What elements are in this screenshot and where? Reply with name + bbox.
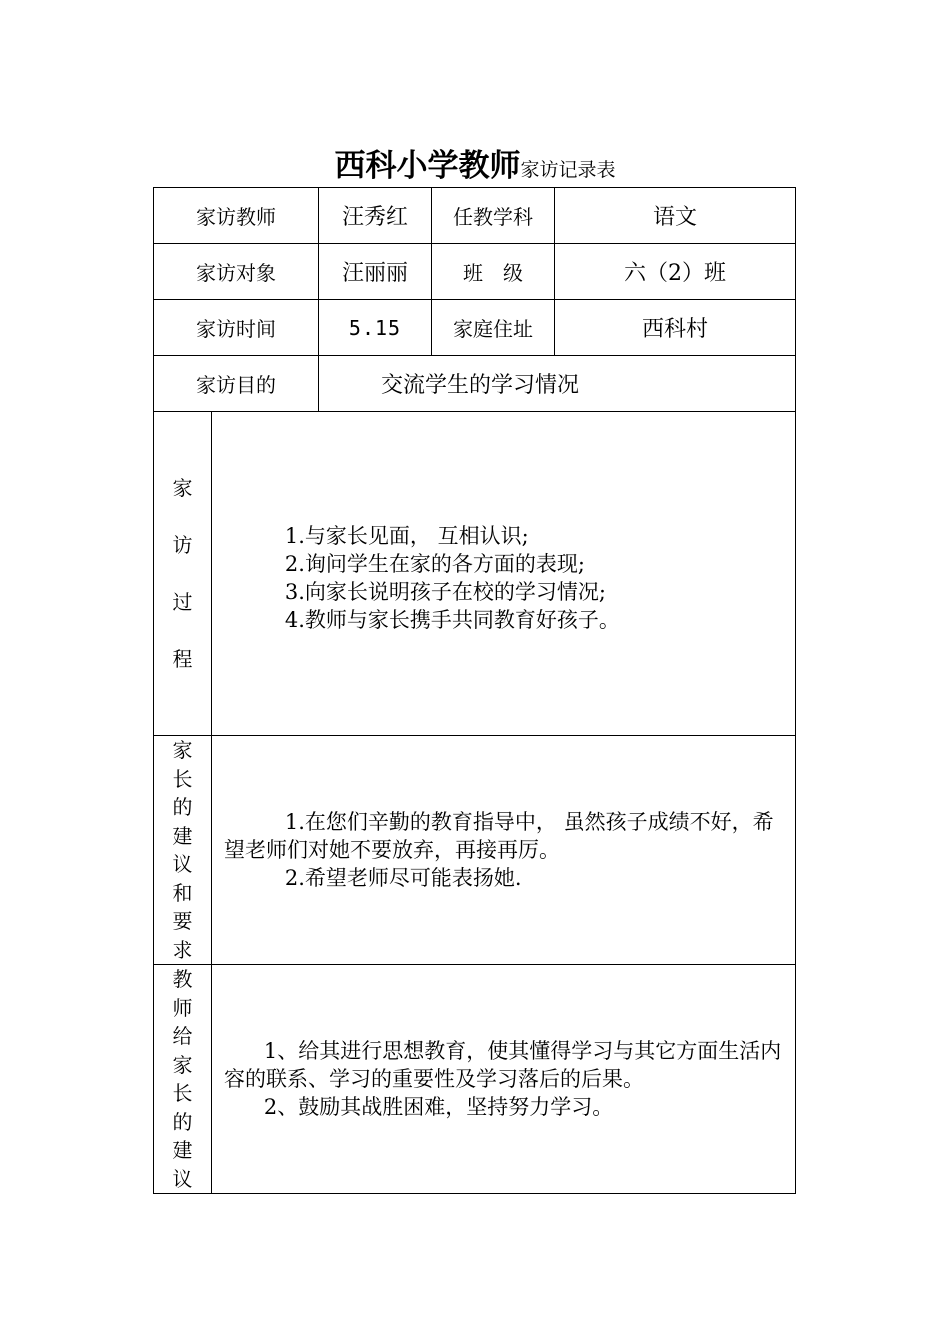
row-process xyxy=(154,412,796,736)
row-teacher xyxy=(154,188,796,244)
time-value: 5.15 xyxy=(319,300,432,356)
parent-label-char: 议 xyxy=(172,852,193,876)
row-teacher-suggestions xyxy=(154,965,796,1194)
home-visit-record-table xyxy=(153,187,796,1194)
address-value: 西科村 xyxy=(555,300,796,356)
parent-suggestion-item: 1.在您们辛勤的教育指导中， 虽然孩子成绩不好，希望老师们对她不要放弃，再接再厉。 xyxy=(224,810,774,862)
row-parent-suggestions xyxy=(154,736,796,965)
teacher-label-char: 家 xyxy=(172,1052,193,1077)
teacher-label-char: 长 xyxy=(172,1081,193,1105)
parent-label-char: 的 xyxy=(172,795,193,819)
parent-label-char: 和 xyxy=(172,880,193,905)
row-target xyxy=(154,244,796,300)
title-main: 西科小学教师 xyxy=(334,148,521,184)
parent-label-char: 家 xyxy=(172,738,193,762)
process-item: 1.与家长见面， 互相认识; xyxy=(284,523,529,548)
teacher-label-char: 师 xyxy=(172,995,193,1020)
parent-suggestions-label xyxy=(154,736,212,965)
time-label: 家访时间 xyxy=(154,300,319,356)
process-label-char: 访 xyxy=(172,532,193,557)
process-label xyxy=(154,412,212,736)
process-item: 2.询问学生在家的各方面的表现; xyxy=(284,551,586,576)
teacher-label: 家访教师 xyxy=(154,188,319,244)
parent-suggestions-content xyxy=(212,736,796,965)
teacher-label-char: 建 xyxy=(172,1138,193,1162)
teacher-label-char: 给 xyxy=(172,1024,193,1048)
target-value: 汪丽丽 xyxy=(319,244,432,300)
parent-label-char: 要 xyxy=(172,909,193,933)
teacher-label-char: 教 xyxy=(172,967,193,991)
teacher-suggestion-item: 2、鼓励其战胜困难，坚持努力学习。 xyxy=(263,1095,614,1119)
purpose-label: 家访目的 xyxy=(154,356,319,412)
title-sub: 家访记录表 xyxy=(520,159,616,181)
teacher-label-char: 议 xyxy=(172,1166,193,1191)
process-item: 4.教师与家长携手共同教育好孩子。 xyxy=(284,607,620,632)
process-label-char: 程 xyxy=(172,646,193,671)
purpose-value: 交流学生的学习情况 xyxy=(319,356,796,412)
teacher-suggestion-item: 1、给其进行思想教育，使其懂得学习与其它方面生活内容的联系、学习的重要性及学习落后的后果。 xyxy=(224,1039,782,1091)
target-label: 家访对象 xyxy=(154,244,319,300)
subject-value: 语文 xyxy=(555,188,796,244)
parent-suggestion-item: 2.希望老师尽可能表扬她. xyxy=(284,866,522,890)
class-label: 班 级 xyxy=(432,244,555,300)
teacher-value: 汪秀红 xyxy=(319,188,432,244)
subject-label: 任教学科 xyxy=(432,188,555,244)
teacher-suggestions-label xyxy=(154,965,212,1194)
row-time xyxy=(154,300,796,356)
process-item: 3.向家长说明孩子在校的学习情况; xyxy=(284,579,607,604)
document-title xyxy=(0,140,950,185)
parent-label-char: 求 xyxy=(172,937,193,962)
row-purpose xyxy=(154,356,796,412)
parent-label-char: 建 xyxy=(172,823,193,848)
class-value: 六（2）班 xyxy=(555,244,796,300)
teacher-suggestions-content xyxy=(212,965,796,1194)
teacher-label-char: 的 xyxy=(172,1109,193,1134)
process-label-char: 过 xyxy=(172,589,193,614)
process-label-char: 家 xyxy=(172,475,193,500)
parent-label-char: 长 xyxy=(172,766,193,791)
process-content xyxy=(212,412,796,736)
address-label: 家庭住址 xyxy=(432,300,555,356)
